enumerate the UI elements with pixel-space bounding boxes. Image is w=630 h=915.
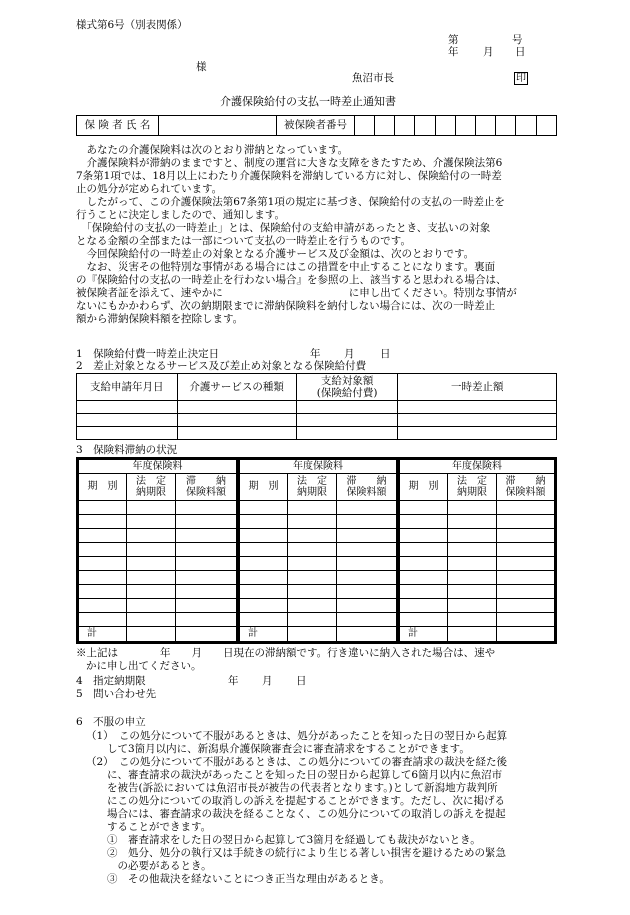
table-cell[interactable] bbox=[176, 626, 237, 641]
body-line: したがって、この介護保険法第67条第1項の規定に基づき、保険給付の支払の一時差止を bbox=[76, 196, 505, 208]
section-4-day: 日 bbox=[296, 675, 307, 687]
insured-number-label: 被保険者番号 bbox=[277, 116, 355, 136]
table-row bbox=[400, 584, 555, 598]
table-cell[interactable] bbox=[448, 570, 497, 584]
table-row bbox=[240, 570, 397, 584]
col-header-target-amount bbox=[296, 374, 398, 401]
appeal-line: の必要があるとき。 bbox=[86, 860, 212, 872]
table-cell[interactable] bbox=[240, 584, 288, 598]
insured-number-digit[interactable] bbox=[516, 116, 536, 136]
arrears-block bbox=[78, 459, 239, 642]
table-cell[interactable] bbox=[240, 570, 288, 584]
table-cell[interactable] bbox=[240, 612, 288, 626]
table-cell[interactable] bbox=[288, 612, 337, 626]
table-cell[interactable] bbox=[127, 500, 176, 514]
table-cell[interactable] bbox=[497, 584, 555, 598]
table-cell[interactable] bbox=[79, 528, 127, 542]
section-4-month: 月 bbox=[262, 675, 273, 687]
period-header: 期 別 bbox=[79, 474, 127, 501]
table-cell[interactable] bbox=[240, 542, 288, 556]
table-cell[interactable] bbox=[497, 500, 555, 514]
table-cell[interactable] bbox=[288, 500, 337, 514]
insured-number-digit[interactable] bbox=[455, 116, 475, 136]
table-row bbox=[240, 500, 397, 514]
table-cell[interactable] bbox=[176, 514, 237, 528]
table-cell[interactable] bbox=[288, 584, 337, 598]
table-cell[interactable] bbox=[176, 598, 237, 612]
table-cell[interactable] bbox=[497, 598, 555, 612]
table-cell[interactable] bbox=[398, 427, 557, 440]
table-cell[interactable] bbox=[240, 598, 288, 612]
table-cell[interactable] bbox=[448, 598, 497, 612]
table-cell[interactable] bbox=[400, 570, 448, 584]
table-cell[interactable] bbox=[296, 401, 398, 414]
section-4-label: 4 指定納期限 bbox=[76, 675, 146, 687]
insured-number-digit[interactable] bbox=[496, 116, 516, 136]
table-cell[interactable] bbox=[127, 514, 176, 528]
table-row bbox=[240, 584, 397, 598]
target-amount-sublabel: (保険給付費) bbox=[316, 387, 378, 399]
table-cell[interactable] bbox=[288, 514, 337, 528]
table-cell[interactable] bbox=[337, 612, 397, 626]
table-row bbox=[79, 500, 237, 514]
col-header-application-date: 支給申請年月日 bbox=[77, 374, 178, 401]
table-row bbox=[400, 542, 555, 556]
body-line: 7条第1項では、18月以上にわたり介護保険料を滞納している方に対し、保険給付の一時差 bbox=[76, 170, 502, 182]
table-row bbox=[400, 598, 555, 612]
table-cell[interactable] bbox=[337, 514, 397, 528]
table-cell[interactable] bbox=[127, 528, 176, 542]
section-6-label: 6 不服の申立 bbox=[76, 716, 146, 728]
due-date-header-1: 法 定 bbox=[297, 475, 327, 487]
appeal-line: ③ その他裁決を経ないことにつき正当な理由があるとき。 bbox=[86, 873, 390, 885]
table-cell[interactable] bbox=[176, 584, 237, 598]
arrears-amount-header-1: 滞 納 bbox=[505, 475, 546, 487]
appeal-line: （1） この処分について不服があるときは、処分があったことを知った日の翌日から起算 bbox=[86, 730, 508, 742]
table-cell[interactable] bbox=[400, 556, 448, 570]
table-row bbox=[240, 556, 397, 570]
table-cell[interactable] bbox=[177, 401, 296, 414]
due-date-header bbox=[127, 474, 176, 501]
total-label: 計 bbox=[240, 626, 288, 641]
insured-number-digit[interactable] bbox=[375, 116, 395, 136]
insured-table bbox=[76, 115, 557, 136]
table-cell[interactable] bbox=[79, 556, 127, 570]
table-cell[interactable] bbox=[127, 556, 176, 570]
table-cell[interactable] bbox=[79, 598, 127, 612]
fiscal-year-label: 年度保険料 bbox=[79, 460, 237, 474]
appeal-line: に、審査請求の裁決があったことを知った日の翌日から起算して6箇月以内に魚沼市 bbox=[86, 769, 503, 781]
section-2-label: 2 差止対象となるサービス及び差止め対象となる保険給付費 bbox=[76, 360, 367, 372]
table-cell[interactable] bbox=[79, 584, 127, 598]
date-day: 日 bbox=[515, 46, 526, 58]
body-line: なお、災害その他特別な事情がある場合にはこの措置を中止することになります。裏面 bbox=[76, 261, 496, 273]
table-cell[interactable] bbox=[448, 514, 497, 528]
section-1-year: 年 bbox=[310, 348, 321, 360]
table-cell[interactable] bbox=[127, 612, 176, 626]
table-row bbox=[79, 570, 237, 584]
table-cell[interactable] bbox=[337, 542, 397, 556]
appeal-line: 場合には、審査請求の裁決を経ることなく、この処分についての取消しの訴えを提起 bbox=[86, 808, 506, 820]
table-cell[interactable] bbox=[497, 556, 555, 570]
table-row bbox=[79, 612, 237, 626]
insured-number-digit[interactable] bbox=[395, 116, 415, 136]
table-cell[interactable] bbox=[337, 626, 397, 641]
appeal-line: することができます。 bbox=[86, 821, 212, 833]
table-cell[interactable] bbox=[127, 626, 176, 641]
services-table bbox=[76, 373, 557, 440]
section-1-day: 日 bbox=[380, 348, 391, 360]
table-cell[interactable] bbox=[177, 414, 296, 427]
table-cell[interactable] bbox=[288, 528, 337, 542]
section-5-label: 5 問い合わせ先 bbox=[76, 688, 157, 700]
table-cell[interactable] bbox=[176, 542, 237, 556]
table-cell[interactable] bbox=[177, 427, 296, 440]
table-cell[interactable] bbox=[398, 414, 557, 427]
table-cell[interactable] bbox=[448, 528, 497, 542]
table-row bbox=[400, 514, 555, 528]
insured-number-digit[interactable] bbox=[536, 116, 556, 136]
fiscal-year-label: 年度保険料 bbox=[400, 460, 555, 474]
col-header-suspended-amount: 一時差止額 bbox=[398, 374, 557, 401]
arrears-block bbox=[399, 459, 555, 642]
table-cell[interactable] bbox=[288, 542, 337, 556]
table-cell[interactable] bbox=[497, 570, 555, 584]
total-row bbox=[79, 626, 237, 641]
issuer: 魚沼市長 bbox=[352, 72, 394, 84]
total-row bbox=[400, 626, 555, 641]
addressee-suffix: 様 bbox=[196, 61, 207, 73]
document-title: 介護保険給付の支払一時差止通知書 bbox=[220, 95, 396, 108]
insured-number-digit[interactable] bbox=[415, 116, 435, 136]
total-label: 計 bbox=[79, 626, 127, 641]
insured-name-label: 保 険 者 氏 名 bbox=[77, 116, 159, 136]
table-cell[interactable] bbox=[79, 542, 127, 556]
date-year: 年 bbox=[448, 46, 459, 58]
table-cell[interactable] bbox=[79, 500, 127, 514]
table-cell[interactable] bbox=[127, 584, 176, 598]
table-cell[interactable] bbox=[448, 612, 497, 626]
table-cell[interactable] bbox=[448, 584, 497, 598]
appeal-line: にこの処分についての取消しの訴えを提起することができます。ただし、次に掲げる bbox=[86, 795, 505, 807]
form-number: 様式第6号（別表関係） bbox=[76, 19, 188, 31]
table-row bbox=[79, 584, 237, 598]
table-cell[interactable] bbox=[176, 528, 237, 542]
fiscal-year-label: 年度保険料 bbox=[240, 460, 397, 474]
insured-number-digit[interactable] bbox=[354, 116, 374, 136]
table-cell[interactable] bbox=[79, 570, 127, 584]
table-cell[interactable] bbox=[176, 500, 237, 514]
total-label: 計 bbox=[400, 626, 448, 641]
table-cell[interactable] bbox=[400, 528, 448, 542]
arrears-amount-header-1: 滞 納 bbox=[186, 475, 226, 487]
table-cell[interactable] bbox=[337, 556, 397, 570]
period-header: 期 別 bbox=[240, 474, 288, 501]
table-cell[interactable] bbox=[337, 528, 397, 542]
note-line-1: ※上記は 年 月 日現在の滞納額です。行き違いに納入された場合は、速や bbox=[76, 647, 496, 659]
doc-number-suffix: 号 bbox=[512, 34, 523, 46]
table-row bbox=[79, 528, 237, 542]
table-cell[interactable] bbox=[77, 427, 178, 440]
table-row bbox=[400, 528, 555, 542]
table-cell[interactable] bbox=[448, 500, 497, 514]
due-date-header-2: 納期限 bbox=[297, 486, 327, 498]
arrears-table bbox=[76, 457, 557, 644]
due-date-header bbox=[288, 474, 337, 501]
note-line-2: かに申し出てください。 bbox=[86, 660, 202, 672]
body-line: の『保険給付の支払の一時差止を行わない場合』を参照の上、該当すると思われる場合は、 bbox=[76, 274, 507, 286]
table-row bbox=[240, 528, 397, 542]
table-cell[interactable] bbox=[176, 612, 237, 626]
table-cell[interactable] bbox=[448, 556, 497, 570]
table-cell[interactable] bbox=[448, 542, 497, 556]
table-cell[interactable] bbox=[497, 626, 555, 641]
due-date-header bbox=[448, 474, 497, 501]
table-cell[interactable] bbox=[337, 584, 397, 598]
table-cell[interactable] bbox=[296, 414, 398, 427]
table-cell[interactable] bbox=[296, 427, 398, 440]
col-header-service-type: 介護サービスの種類 bbox=[177, 374, 296, 401]
table-cell[interactable] bbox=[127, 598, 176, 612]
table-cell[interactable] bbox=[448, 626, 497, 641]
arrears-amount-header-2: 保険料額 bbox=[505, 486, 546, 498]
table-cell[interactable] bbox=[400, 584, 448, 598]
body-line: あなたの介護保険料は次のとおり滞納となっています。 bbox=[76, 144, 349, 156]
table-cell[interactable] bbox=[337, 570, 397, 584]
body-line: 額から滞納保険料額を控除します。 bbox=[76, 313, 244, 325]
table-row bbox=[400, 500, 555, 514]
due-date-header-2: 納期限 bbox=[457, 486, 487, 498]
date-month: 月 bbox=[483, 46, 494, 58]
period-header: 期 別 bbox=[400, 474, 448, 501]
table-row bbox=[79, 542, 237, 556]
table-row bbox=[240, 612, 397, 626]
arrears-amount-header bbox=[337, 474, 397, 501]
table-cell[interactable] bbox=[400, 598, 448, 612]
insured-name-field[interactable] bbox=[158, 116, 276, 136]
arrears-amount-header bbox=[176, 474, 237, 501]
table-cell[interactable] bbox=[400, 500, 448, 514]
table-row bbox=[240, 542, 397, 556]
table-cell[interactable] bbox=[288, 626, 337, 641]
table-row bbox=[79, 514, 237, 528]
total-row bbox=[240, 626, 397, 641]
target-amount-label: 支給対象額 bbox=[320, 375, 374, 387]
body-line: 介護保険料が滞納のままですと、制度の運営に大きな支障をきたすため、介護保険法第6 bbox=[76, 157, 503, 169]
body-line: 被保険者証を添えて、速やかに に申し出てください。特別な事情が bbox=[76, 287, 517, 299]
table-cell[interactable] bbox=[337, 500, 397, 514]
body-line: ないにもかかわらず、次の納期限までに滞納保険料を納付しない場合には、次の一時差止 bbox=[76, 300, 496, 312]
table-cell[interactable] bbox=[79, 612, 127, 626]
table-cell[interactable] bbox=[398, 401, 557, 414]
table-row bbox=[400, 612, 555, 626]
table-row bbox=[77, 401, 557, 414]
arrears-amount-header-2: 保険料額 bbox=[346, 486, 387, 498]
table-row bbox=[240, 598, 397, 612]
appeal-line: を被告(訴訟においては魚沼市長が被告の代表者となります。)として新潟地方裁判所 bbox=[86, 782, 498, 794]
table-cell[interactable] bbox=[127, 542, 176, 556]
appeal-text bbox=[86, 730, 556, 886]
table-cell[interactable] bbox=[240, 528, 288, 542]
body-line: 行うことに決定しましたので、通知します。 bbox=[76, 209, 285, 221]
table-cell[interactable] bbox=[497, 528, 555, 542]
table-cell[interactable] bbox=[337, 598, 397, 612]
table-cell[interactable] bbox=[400, 514, 448, 528]
section-3-label: 3 保険料滞納の状況 bbox=[76, 444, 178, 456]
section-1-label: 1 保険給付費一時差止決定日 bbox=[76, 348, 220, 360]
insured-number-digit[interactable] bbox=[435, 116, 455, 136]
appeal-line: ② 処分、処分の執行又は手続きの続行により生じる著しい損害を避けるための緊急 bbox=[86, 847, 506, 859]
table-row bbox=[79, 598, 237, 612]
table-cell[interactable] bbox=[77, 401, 178, 414]
table-row bbox=[77, 414, 557, 427]
table-cell[interactable] bbox=[240, 556, 288, 570]
table-cell[interactable] bbox=[288, 556, 337, 570]
due-date-header-1: 法 定 bbox=[136, 475, 166, 487]
arrears-amount-header-1: 滞 納 bbox=[346, 475, 387, 487]
table-row bbox=[400, 570, 555, 584]
due-date-header-2: 納期限 bbox=[136, 486, 166, 498]
table-cell[interactable] bbox=[288, 570, 337, 584]
table-row bbox=[79, 556, 237, 570]
table-row bbox=[240, 514, 397, 528]
table-cell[interactable] bbox=[176, 570, 237, 584]
table-cell[interactable] bbox=[497, 542, 555, 556]
section-1-month: 月 bbox=[344, 348, 355, 360]
body-line: となる金額の全部または一部について支払の一時差止を行うものです。 bbox=[76, 235, 411, 247]
arrears-block bbox=[239, 459, 399, 642]
table-cell[interactable] bbox=[176, 556, 237, 570]
table-cell[interactable] bbox=[400, 542, 448, 556]
body-text bbox=[76, 144, 556, 326]
doc-number-prefix: 第 bbox=[448, 34, 459, 46]
table-cell[interactable] bbox=[79, 514, 127, 528]
table-cell[interactable] bbox=[400, 612, 448, 626]
table-cell[interactable] bbox=[240, 500, 288, 514]
appeal-line: ① 審査請求をした日の翌日から起算して3箇月を経過しても裁決がないとき。 bbox=[86, 834, 481, 846]
table-row bbox=[77, 427, 557, 440]
table-cell[interactable] bbox=[127, 570, 176, 584]
body-line: 「保険給付の支払の一時差止」とは、保険給付の支給申請があったとき、支払いの対象 bbox=[76, 222, 491, 234]
section-4-year: 年 bbox=[228, 675, 239, 687]
table-cell[interactable] bbox=[288, 598, 337, 612]
due-date-header-1: 法 定 bbox=[457, 475, 487, 487]
appeal-line: （2） この処分について不服があるときは、この処分についての審査請求の裁決を経た後 bbox=[86, 756, 508, 768]
table-cell[interactable] bbox=[240, 514, 288, 528]
body-line: 止の処分が定められています。 bbox=[76, 183, 223, 195]
arrears-amount-header bbox=[497, 474, 555, 501]
table-cell[interactable] bbox=[77, 414, 178, 427]
body-line: 今回保険給付の一時差止の対象となる介護サービス及び金額は、次のとおりです。 bbox=[76, 248, 475, 260]
insured-number-digit[interactable] bbox=[476, 116, 496, 136]
seal-mark: 印 bbox=[516, 73, 526, 84]
appeal-line: して3箇月以内に、新潟県介護保険審査会に審査請求をすることができます。 bbox=[86, 743, 470, 755]
arrears-amount-header-2: 保険料額 bbox=[186, 486, 226, 498]
table-cell[interactable] bbox=[497, 612, 555, 626]
table-cell[interactable] bbox=[497, 514, 555, 528]
table-row bbox=[400, 556, 555, 570]
